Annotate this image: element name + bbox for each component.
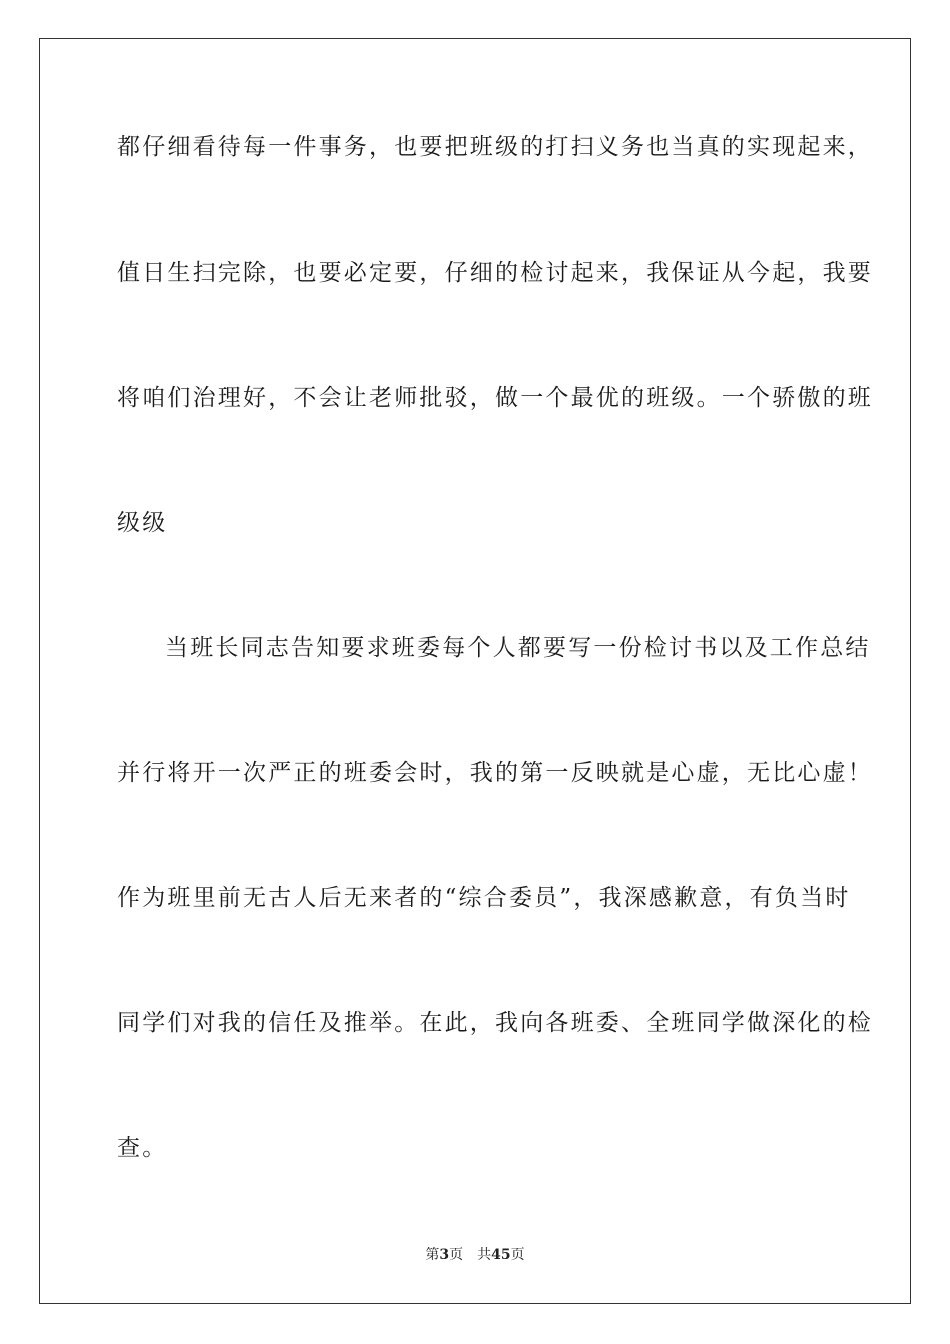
page-border — [39, 38, 911, 1304]
total-page-count: 45 — [491, 1247, 511, 1263]
text-line: 级级 — [117, 510, 168, 536]
text-line: 查。 — [117, 1135, 168, 1161]
page-suffix: 页 — [449, 1247, 464, 1263]
current-page-number: 3 — [439, 1247, 450, 1263]
page-prefix: 第 — [425, 1247, 440, 1263]
text-line: 都仔细看待每一件事务，也要把班级的打扫义务也当真的实现起来， — [117, 134, 873, 160]
text-line: 将咱们治理好，不会让老师批驳，做一个最优的班级。一个骄傲的班 — [117, 385, 873, 411]
total-prefix: 共 — [477, 1247, 492, 1263]
text-line: 并行将开一次严正的班委会时，我的第一反映就是心虚，无比心虚！ — [117, 760, 873, 786]
paragraph-first-line: 当班长同志告知要求班委每个人都要写一份检讨书以及工作总结 — [165, 635, 871, 661]
text-line: 值日生扫完除，也要必定要，仔细的检讨起来，我保证从今起，我要 — [117, 260, 873, 286]
text-line: 作为班里前无古人后无来者的“综合委员”，我深感歉意，有负当时 — [117, 885, 851, 911]
text-line: 同学们对我的信任及推举。在此，我向各班委、全班同学做深化的检 — [117, 1010, 873, 1036]
page-footer — [0, 1245, 950, 1265]
total-suffix: 页 — [510, 1247, 525, 1263]
